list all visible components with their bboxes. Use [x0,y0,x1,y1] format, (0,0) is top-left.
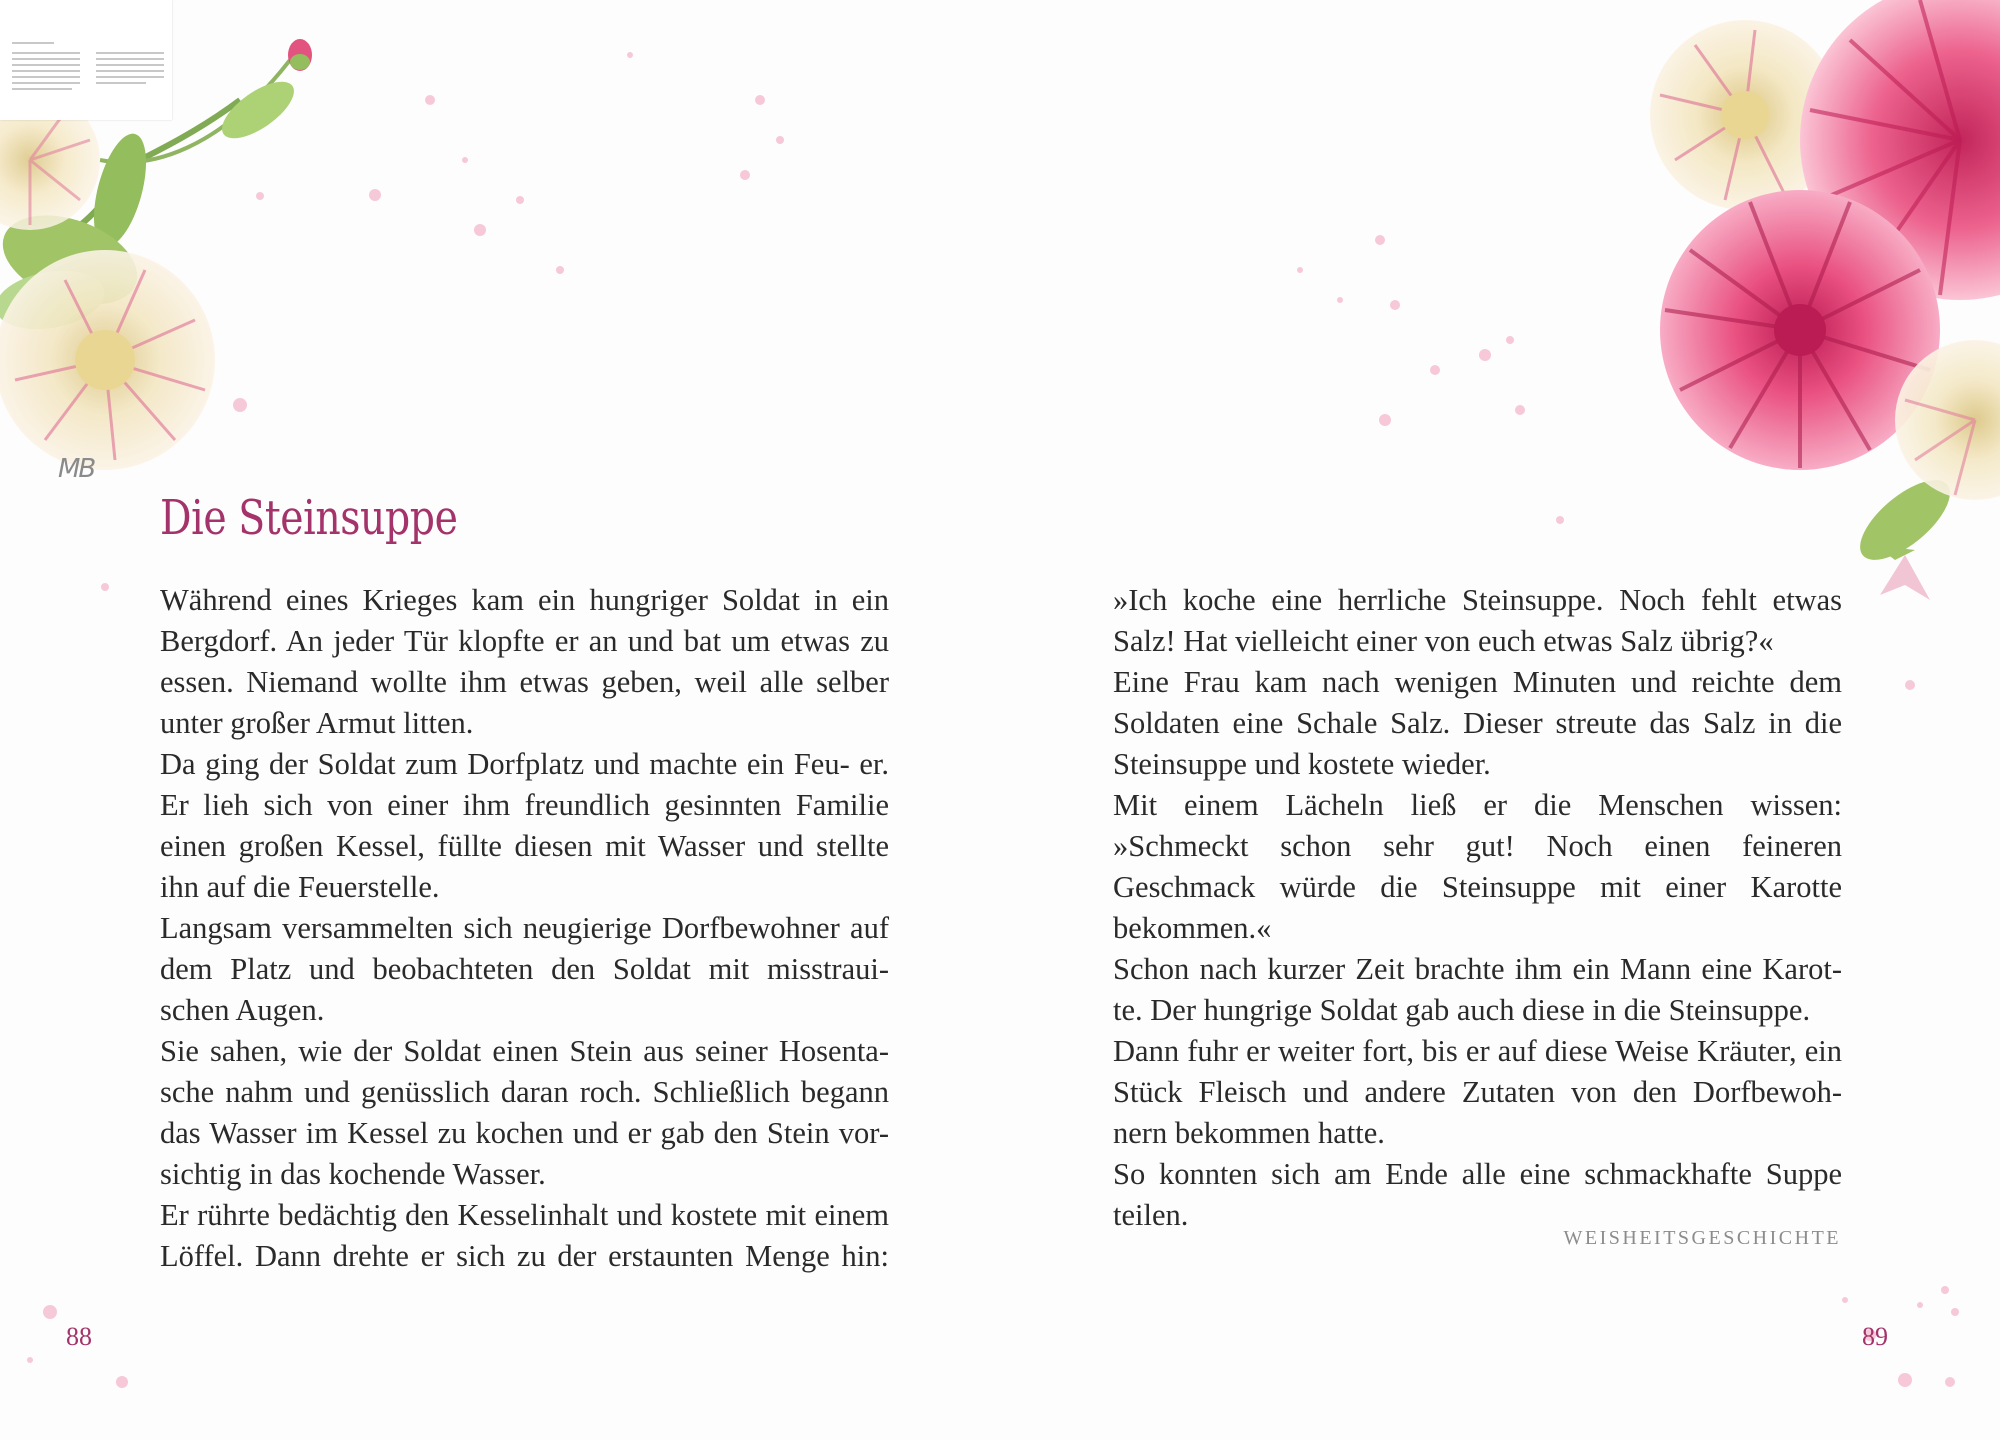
paragraph: Er rührte bedächtig den Kesselinhalt und kostete mit einem Löffel. Dann drehte er sich zu der erstaunten Menge hin: [160,1198,889,1273]
paragraph: So konnten sich am Ende alle eine schmackhafte Suppe teilen. [1113,1157,1842,1232]
paragraph: Sie sahen, wie der Soldat einen Stein aus seiner Hosenta- sche nahm und genüsslich daran roch. Schließlich begann das Wasser im Kessel zu kochen und er gab den Stein vor- sichtig in das kochende Wasser. [160,1034,889,1191]
paragraph: »Ich koche eine herrliche Steinsuppe. Noch fehlt etwas Salz! Hat vielleicht einer von euch etwas Salz übrig?« [1113,583,1842,658]
paragraph: Dann fuhr er weiter fort, bis er auf diese Weise Kräuter, ein Stück Fleisch und andere Zutaten von den Dorfbewoh- nern bekommen hatte. [1113,1034,1842,1150]
right-text-column [1113,580,1842,1236]
page-number-right: 89 [1862,1322,1888,1351]
paragraph: Langsam versammelten sich neugierige Dorfbewohner auf dem Platz und beobachteten den Soldat mit misstraui- schen Augen. [160,911,889,1027]
story-title: Die Steinsuppe [160,490,458,546]
paragraph: Schon nach kurzer Zeit brachte ihm ein Mann eine Karot- te. Der hungrige Soldat gab auch diese in die Steinsuppe. [1113,952,1842,1027]
paragraph: Mit einem Lächeln ließ er die Menschen wissen: »Schmeckt schon sehr gut! Noch einen feineren Geschmack würde die Steinsuppe mit einer Karotte bekommen.« [1113,788,1842,945]
story-category: WEISHEITSGESCHICHTE [1563,1227,1841,1249]
right-flower-cluster [1650,0,2000,600]
paragraph: Da ging der Soldat zum Dorfplatz und machte ein Feu- er. Er lieh sich von einer ihm freundlich gesinnten Familie einen großen Kessel, füllte diesen mit Wasser und stellte ihn auf die Feuerstelle. [160,747,889,904]
paragraph: Während eines Krieges kam ein hungriger Soldat in ein Bergdorf. An jeder Tür klopfte er an und bat um etwas zu essen. Niemand wollte ihm etwas geben, weil alle selber unter großer Armut litten. [160,583,889,740]
illustrator-monogram: MB [58,454,95,484]
paragraph: Eine Frau kam nach wenigen Minuten und reichte dem Soldaten eine Schale Salz. Dieser streute das Salz in die Steinsuppe und kostete wieder. [1113,665,1842,781]
page-number-left: 88 [66,1322,92,1351]
page-thumbnail [0,0,172,120]
left-text-column [160,580,889,1277]
